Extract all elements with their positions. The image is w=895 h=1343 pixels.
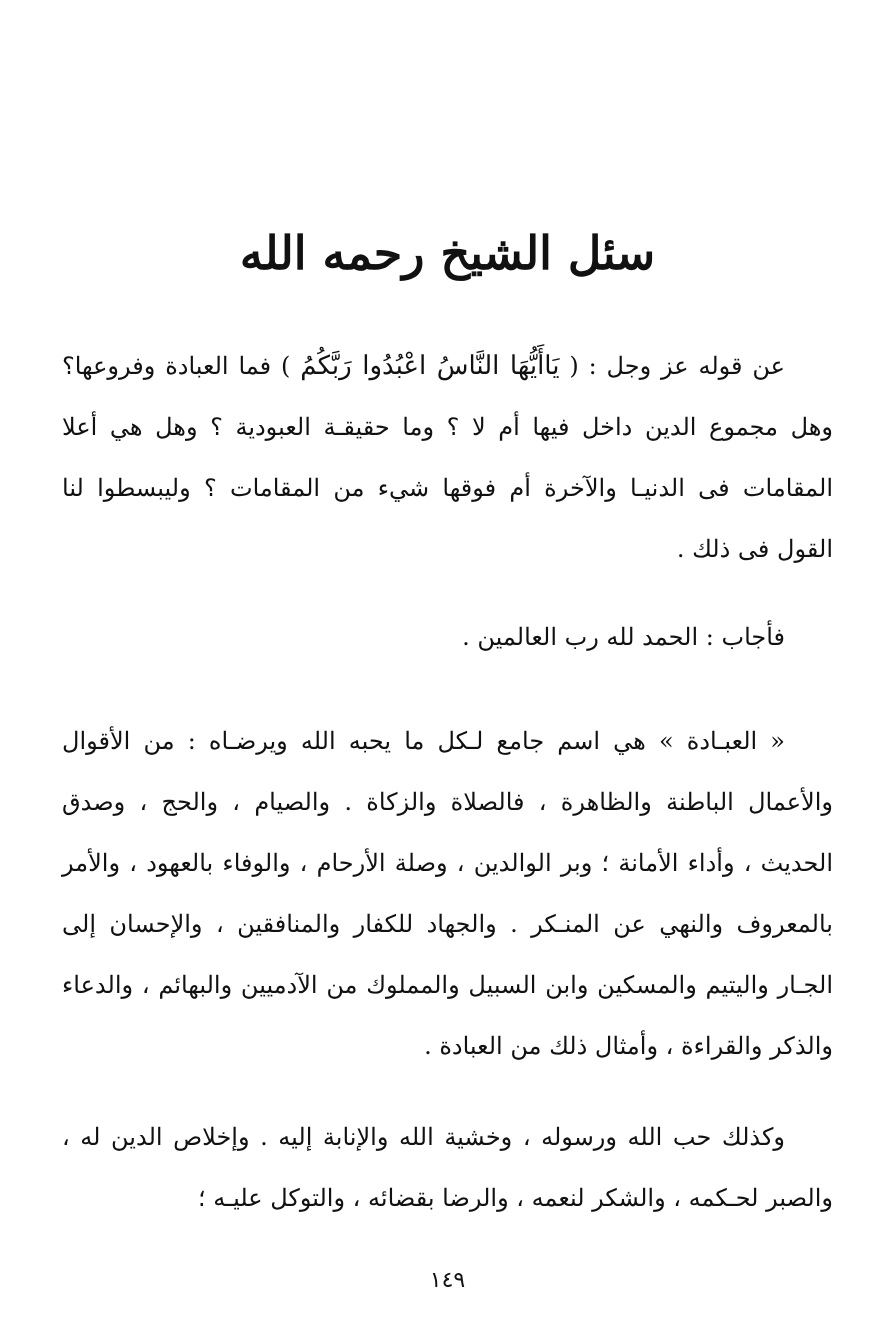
worship-definition-paragraph: « العبـادة » هي اسم جامع لـكل ما يحبه الله ويرضـاه : من الأقوال والأعمال الباطنة والظاهرة ، فالصلاة والزكاة . والصيام ، والحج ، وصدق الحديث ، وأداء الأمانة ؛ وبر الوالدين ، وصلة الأرحام ، والوفاء بالعهود ، والأمر بالمعروف والنهي عن المنـكر . والجهاد للكفار والمنافقين ، والإحسان إلى الجـار واليتيم والمسكين وابن السبيل والمملوك من الآدميين والبهائم ، والدعاء والذكر والقراءة ، وأمثال ذلك من العبادة . <box>62 727 834 1060</box>
page-number: ١٤٩ <box>429 1268 466 1293</box>
quran-verse: يَاأَيُّهَا النَّاسُ اعْبُدُوا رَبَّكُمُ <box>300 351 560 381</box>
worship-continuation-paragraph: وكذلك حب الله ورسوله ، وخشية الله والإنابة إليه . وإخلاص الدين له ، والصبر لحـكمه ، والشكر لنعمه ، والرضا بقضائه ، والتوكل عليـه ؛ <box>62 1123 833 1212</box>
page-heading: سئل الشيخ رحمه الله <box>239 226 656 280</box>
question-paragraph <box>62 336 833 580</box>
answer-opening: فأجاب : الحمد لله رب العالمين . <box>462 623 785 651</box>
question-intro: عن قوله عز وجل : ( <box>569 352 785 380</box>
question-body: ) فما العبادة وفروعها؟ وهل مجموع الدين داخل فيها أم لا ؟ وما حقيقـة العبودية ؟ وهل هي أعلا المقامات فى الدنيـا والآخرة أم فوقها شيء من المقامات ؟ وليبسطوا لنا القول فى ذلك . <box>62 352 833 563</box>
